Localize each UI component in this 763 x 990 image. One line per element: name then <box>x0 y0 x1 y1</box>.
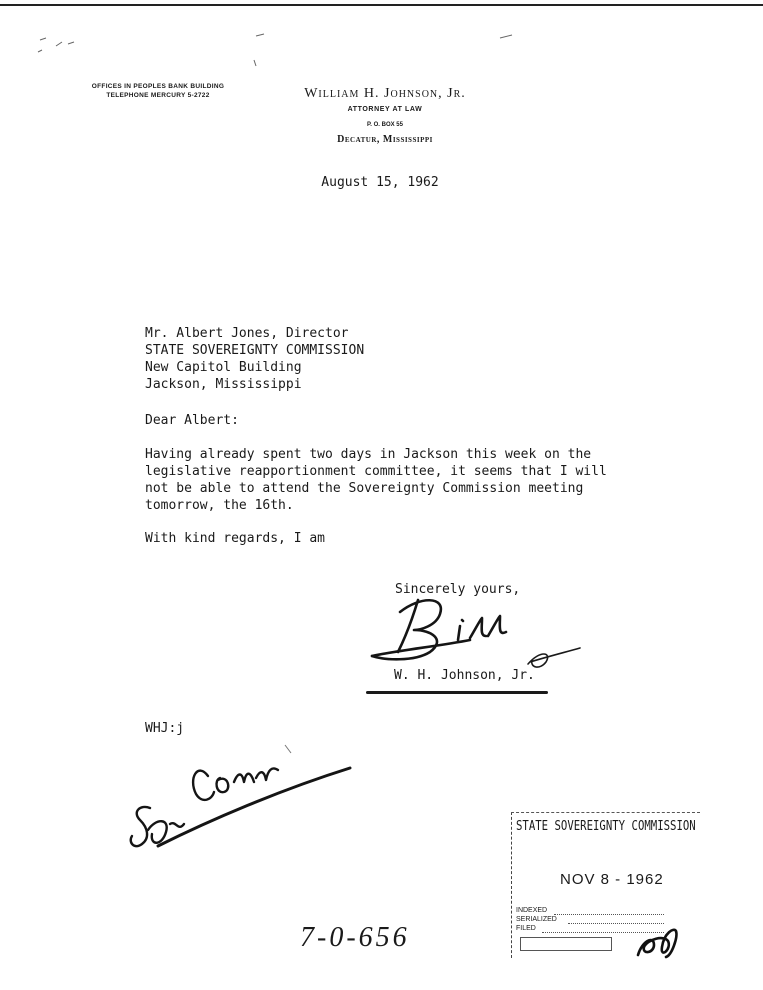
office-address: OFFICES IN PEOPLES BANK BUILDING <box>91 83 225 90</box>
signature-bill <box>372 600 506 659</box>
stamp-box <box>520 937 612 951</box>
stamp-handwritten-mark <box>632 921 692 961</box>
salutation: Dear Albert: <box>145 413 239 428</box>
stamp-date: NOV 8 - 1962 <box>560 871 664 888</box>
sov-com-annotation <box>131 768 350 846</box>
complimentary-close: Sincerely yours, <box>395 582 521 597</box>
pencil-tick <box>285 745 291 753</box>
letterhead-po-box: P. O. BOX 55 <box>367 122 403 128</box>
office-telephone: TELEPHONE MERCURY 5-2722 <box>106 92 210 99</box>
file-number: 7-0-656 <box>300 922 410 953</box>
recipient-line: STATE SOVEREIGNTY COMMISSION <box>145 343 365 358</box>
check-mark <box>528 648 580 667</box>
recipient-line: New Capitol Building <box>145 360 302 375</box>
typist-initials: WHJ:j <box>145 721 185 736</box>
stamp-label-filed: FILED <box>516 925 536 932</box>
closing-line: With kind regards, I am <box>145 531 326 546</box>
stamp-heading: STATE SOVEREIGNTY COMMISSION <box>516 819 696 834</box>
stamp-label-serialized: SERIALIZED <box>516 916 557 923</box>
letterhead-city: Decatur, Mississippi <box>337 134 433 145</box>
recipient-line: Mr. Albert Jones, Director <box>145 326 349 341</box>
letterhead-title: ATTORNEY AT LAW <box>347 106 423 113</box>
signer-name: W. H. Johnson, Jr. <box>394 668 535 683</box>
letter-date: August 15, 1962 <box>321 175 439 190</box>
body-line: legislative reapportionment committee, it seems that I will <box>145 464 607 479</box>
stamp-indexed-line <box>554 914 664 915</box>
stray-marks <box>38 34 512 66</box>
received-stamp <box>511 812 700 958</box>
letterhead-name: William H. Johnson, Jr. <box>304 86 466 101</box>
stamp-label-indexed: INDEXED <box>516 907 548 914</box>
body-line: not be able to attend the Sovereignty Commission meeting <box>145 481 584 496</box>
body-line: Having already spent two days in Jackson this week on the <box>145 447 592 462</box>
body-line: tomorrow, the 16th. <box>145 498 294 513</box>
recipient-line: Jackson, Mississippi <box>145 377 302 392</box>
